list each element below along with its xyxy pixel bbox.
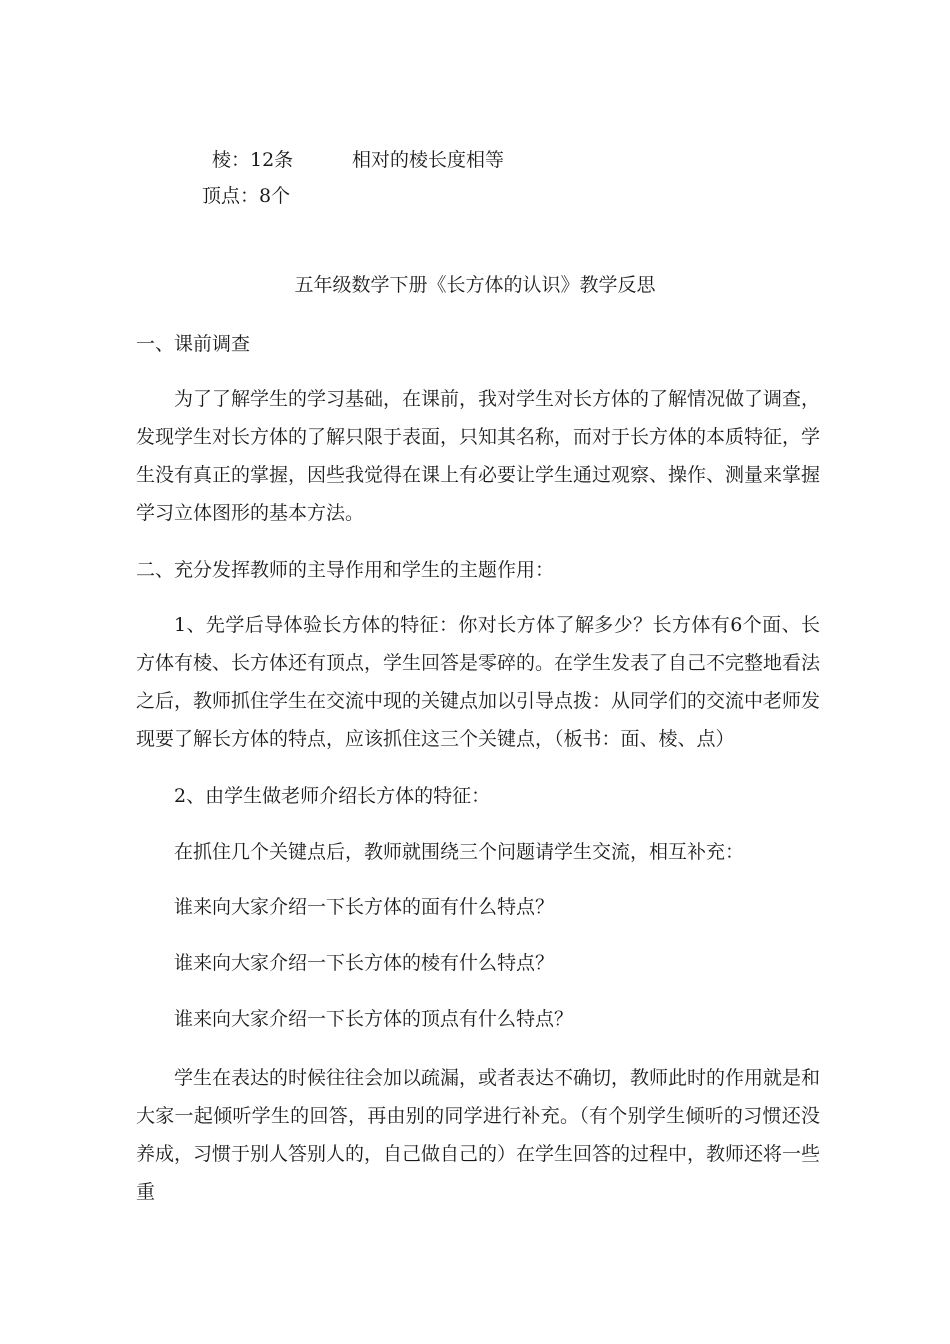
section1-heading: 一、课前调查 bbox=[136, 333, 251, 355]
section2-heading: 二、充分发挥教师的主导作用和学生的主题作用： bbox=[136, 559, 555, 581]
section1-paragraph: 为了了解学生的学习基础，在课前，我对学生对长方体的了解情况做了调查，发现学生对长方体的了解只限于表面，只知其名称，而对于长方体的本质特征，学生没有真正的掌握，因些我觉得在课上有必要让学生通过观察、操作、测量来掌握学习立体图形的基本方法。 bbox=[136, 388, 821, 524]
question-vertex: 谁来向大家介绍一下长方体的顶点有什么特点？ bbox=[174, 1008, 574, 1030]
vertices-line: 顶点：8个 bbox=[202, 185, 291, 207]
question-face: 谁来向大家介绍一下长方体的面有什么特点？ bbox=[174, 896, 555, 918]
section2-intro: 在抓住几个关键点后，教师就围绕三个问题请学生交流，相互补充： bbox=[174, 841, 745, 863]
question-edge: 谁来向大家介绍一下长方体的棱有什么特点？ bbox=[174, 952, 555, 974]
section2-closing: 学生在表达的时候往往会加以疏漏，或者表达不确切，教师此时的作用就是和大家一起倾听学生的回答，再由别的同学进行补充。（有个别学生倾听的习惯还没养成，习惯于别人答别人的，自己做自己的）在学生回答的过程中，教师还将一些重 bbox=[136, 1067, 821, 1203]
edges-note: 相对的棱长度相等 bbox=[352, 149, 505, 171]
document-title: 五年级数学下册《长方体的认识》教学反思 bbox=[294, 274, 656, 296]
section2-point1: 1、先学后导体验长方体的特征：你对长方体了解多少？长方体有6个面、长方体有棱、长方体还有顶点，学生回答是零碎的。在学生发表了自己不完整地看法之后，教师抓住学生在交流中现的关键点加以引导点拨：从同学们的交流中老师发现要了解长方体的特点，应该抓住这三个关键点，（板书：面、棱、点） bbox=[136, 614, 821, 750]
edges-line: 棱：12条 bbox=[212, 149, 294, 171]
section2-point2: 2、由学生做老师介绍长方体的特征： bbox=[174, 785, 491, 807]
